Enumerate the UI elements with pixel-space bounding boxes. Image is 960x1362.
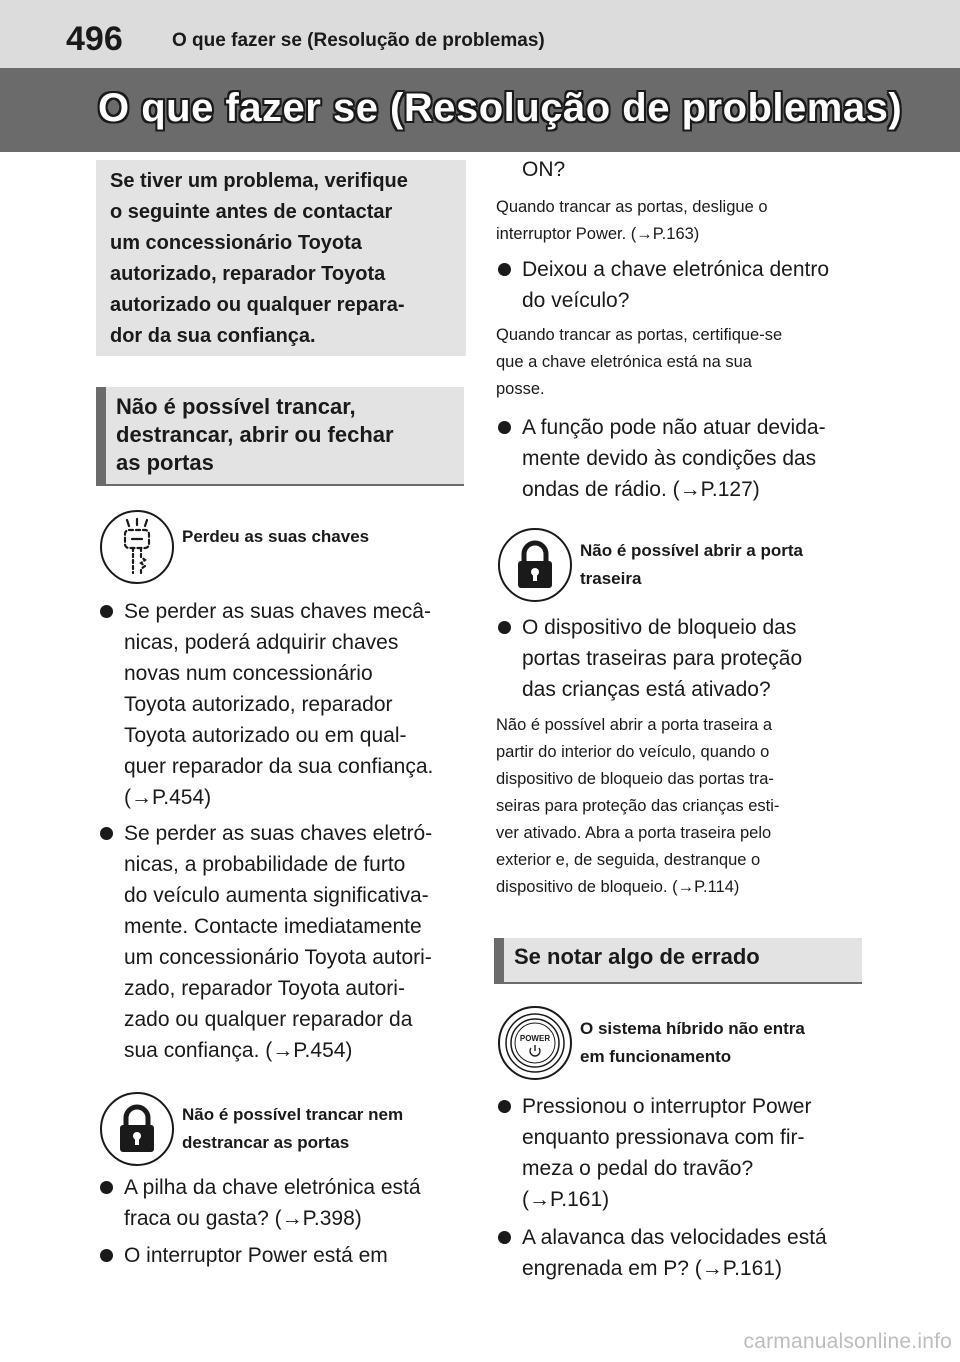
key-icon — [100, 510, 174, 584]
text-line: mente. Contacte imediatamente — [124, 915, 422, 938]
subheading-cannot-lock — [100, 1092, 403, 1166]
text-line: novas num concessionário — [124, 662, 373, 685]
text-line: Toyota autorizado, reparador — [124, 693, 393, 716]
text-line: Se perder as suas chaves eletró- — [124, 822, 433, 845]
intro-line: o seguinte antes de contactar — [110, 201, 393, 223]
text-line: exterior e, de seguida, destranque o — [496, 851, 761, 869]
text-line: um concessionário Toyota autori- — [124, 946, 432, 969]
text-line: quer reparador da sua confiança. — [124, 755, 434, 778]
text-line: A alavanca das velocidades está — [522, 1226, 827, 1249]
text-line: que a chave eletrónica está na sua — [496, 353, 752, 371]
text-line: do veículo aumenta significativa- — [124, 884, 429, 907]
text-line: engrenada em P? (→P.161) — [522, 1257, 782, 1280]
list-item — [98, 1240, 466, 1271]
subheading-hybrid-no-start — [498, 1006, 805, 1080]
list-item — [496, 254, 862, 316]
text-line: sua confiança. (→P.454) — [124, 1039, 353, 1062]
power-button-icon — [498, 1006, 572, 1080]
text-line: Não é possível abrir a porta traseira a — [496, 716, 773, 734]
note-paragraph — [496, 322, 862, 403]
subheading-label — [580, 537, 803, 593]
list-item — [98, 818, 466, 1066]
text-line: portas traseiras para proteção — [522, 647, 803, 670]
text-line: das crianças está ativado? — [522, 678, 771, 701]
heading-accent-bar — [96, 387, 106, 484]
chapter-title: O que fazer se (Resolução de problemas) — [98, 86, 903, 130]
list-item — [98, 596, 466, 813]
power-button-text: POWER — [519, 1034, 551, 1043]
note-paragraph — [496, 712, 862, 901]
text-line: interruptor Power. (→P.163) — [496, 225, 700, 243]
text-line: seiras para proteção das crianças esti- — [496, 797, 780, 815]
text-line: fraca ou gasta? (→P.398) — [124, 1207, 362, 1230]
text-line: dispositivo de bloqueio das portas tra- — [496, 770, 774, 788]
text-line: posse. — [496, 380, 545, 398]
heading-line: Não é possível trancar, — [116, 394, 356, 419]
text-line: A função pode não atuar devida- — [522, 416, 826, 439]
intro-line: dor da sua confiança. — [110, 325, 316, 347]
text-line: do veículo? — [522, 289, 630, 312]
intro-line: autorizado, reparador Toyota — [110, 263, 386, 285]
subheading-label: Perdeu as suas chaves — [182, 527, 370, 546]
text-line: O sistema híbrido não entra — [580, 1019, 805, 1038]
text-line: Quando trancar as portas, desligue o — [496, 198, 768, 216]
heading-line: as portas — [116, 450, 214, 475]
text-line: nicas, a probabilidade de furto — [124, 853, 406, 876]
text-line: (→P.454) — [124, 786, 212, 809]
list-item — [496, 1222, 862, 1284]
section-heading-something-wrong — [494, 938, 862, 984]
intro-line: Se tiver um problema, verifique — [110, 170, 408, 192]
text-line: Quando trancar as portas, certifique-se — [496, 326, 783, 344]
text-line: traseira — [580, 569, 642, 588]
text-line: destrancar as portas — [182, 1133, 350, 1152]
list-item — [496, 412, 862, 505]
text-line: Deixou a chave eletrónica dentro — [522, 258, 830, 281]
text-line: dispositivo de bloqueio. (→P.114) — [496, 878, 740, 896]
text-line: zado, reparador Toyota autori- — [124, 977, 405, 1000]
text-line: ver ativado. Abra a porta traseira pelo — [496, 824, 772, 842]
text-line: (→P.161) — [522, 1188, 610, 1211]
intro-line: autorizado ou qualquer repara- — [110, 294, 405, 316]
text-line: Não é possível abrir a porta — [580, 541, 803, 560]
running-title: O que fazer se (Resolução de problemas) — [172, 30, 545, 51]
watermark: carmanualsonline.info — [743, 1330, 952, 1353]
padlock-icon — [498, 528, 572, 602]
subheading-rear-door — [498, 528, 803, 602]
text-line: Toyota autorizado ou em qual- — [124, 724, 407, 747]
text-line: Não é possível trancar nem — [182, 1105, 404, 1124]
text-line: O interruptor Power está em — [124, 1244, 388, 1267]
list-item — [98, 1172, 466, 1234]
text-line: Se perder as suas chaves mecâ- — [124, 600, 431, 623]
heading-accent-bar — [494, 938, 504, 982]
heading-line: destrancar, abrir ou fechar — [116, 422, 394, 447]
list-item — [496, 612, 862, 705]
heading-line: Se notar algo de errado — [514, 944, 760, 969]
text-line: zado ou qualquer reparador da — [124, 1008, 413, 1031]
text-line: partir do interior do veículo, quando o — [496, 743, 770, 761]
subheading-label — [182, 1101, 403, 1157]
text-line: em funcionamento — [580, 1047, 732, 1066]
text-line: enquanto pressionava com fir- — [522, 1126, 805, 1149]
list-item — [496, 1091, 862, 1215]
subheading-lost-keys — [100, 510, 369, 584]
subheading-label — [580, 1015, 805, 1071]
text-line: ondas de rádio. (→P.127) — [522, 478, 760, 501]
page-number: 496 — [66, 20, 123, 58]
note-paragraph — [496, 194, 862, 248]
text-line: meza o pedal do travão? — [522, 1157, 754, 1180]
text-line: nicas, poderá adquirir chaves — [124, 631, 399, 654]
text-line: Pressionou o interruptor Power — [522, 1095, 812, 1118]
section-heading-doors — [96, 387, 464, 486]
text-line: A pilha da chave eletrónica está — [124, 1176, 421, 1199]
text-line: O dispositivo de bloqueio das — [522, 616, 797, 639]
intro-box — [96, 160, 466, 356]
text-line: mente devido às condições das — [522, 447, 817, 470]
padlock-icon — [100, 1092, 174, 1166]
intro-line: um concessionário Toyota — [110, 232, 362, 254]
continued-text: ON? — [522, 158, 566, 181]
